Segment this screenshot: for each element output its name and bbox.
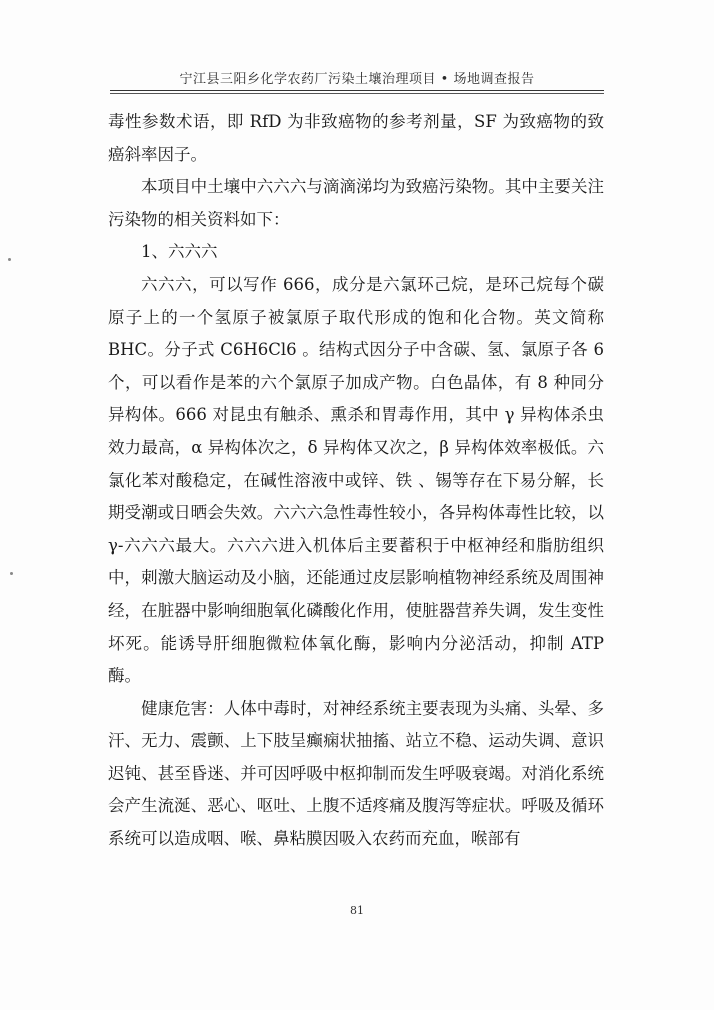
scan-speck xyxy=(8,258,11,261)
header-rule-thin xyxy=(110,93,604,94)
paragraph-666-description: 六六六，可以写作 666，成分是六氯环己烷，是环己烷每个碳原子上的一个氢原子被氯原子取代形成的饱和化合物。英文简称 BHC。分子式 C6H6Cl6 。结构式因分子中含碳、氢、氯原子各 6 个，可以看作是苯的六个氯原子加成产物。白色晶体，有 8 种同分异构体。666 对昆虫有触杀、熏杀和胃毒作用，其中 γ 异构体杀虫效力最高，α 异构体次之，δ 异构体又次之，β 异构体效率极低。六氯化苯对酸稳定，在碱性溶液中或锌、铁 、锡等存在下易分解，长期受潮或日晒会失效。六六六急性毒性较小，各异构体毒性比较，以 γ-六六六最大。六六六进入机体后主要蓄积于中枢神经和脂肪组织中，刺激大脑运动及小脑，还能通过皮层影响植物神经系统及周围神经，在脏器中影响细胞氧化磷酸化作用，使脏器营养失调，发生变性坏死。能诱导肝细胞微粒体氧化酶，影响内分泌活动，抑制 ATP 酶。 xyxy=(108,274,604,686)
page-number: 81 xyxy=(350,904,364,917)
paragraph-rfd-sf: 毒性参数术语，即 RfD 为非致癌物的参考剂量，SF 为致癌物的致癌斜率因子。 xyxy=(108,112,604,164)
section-heading-666: 1、六六六 xyxy=(141,242,218,262)
paragraph-pollutants-intro: 本项目中土壤中六六六与滴滴涕均为致癌污染物。其中主要关注污染物的相关资料如下： xyxy=(108,177,604,229)
running-header: 宁江县三阳乡化学农药厂污染土壤治理项目 • 场地调查报告 xyxy=(179,72,535,87)
paragraph-health-hazards: 健康危害：人体中毒时，对神经系统主要表现为头痛、头晕、多汗、无力、震颤、上下肢呈癫痫状抽搐、站立不稳、运动失调、意识迟钝、甚至昏迷、并可因呼吸中枢抑制而发生呼吸衰竭。对消化系统会产生流涎、恶心、呕吐、上腹不适疼痛及腹泻等症状。呼吸及循环系统可以造成咽、喉、鼻粘膜因吸入农药而充血，喉部有 xyxy=(108,698,604,849)
scan-speck xyxy=(10,572,13,575)
body-text xyxy=(108,106,604,856)
header-rule xyxy=(110,90,604,91)
